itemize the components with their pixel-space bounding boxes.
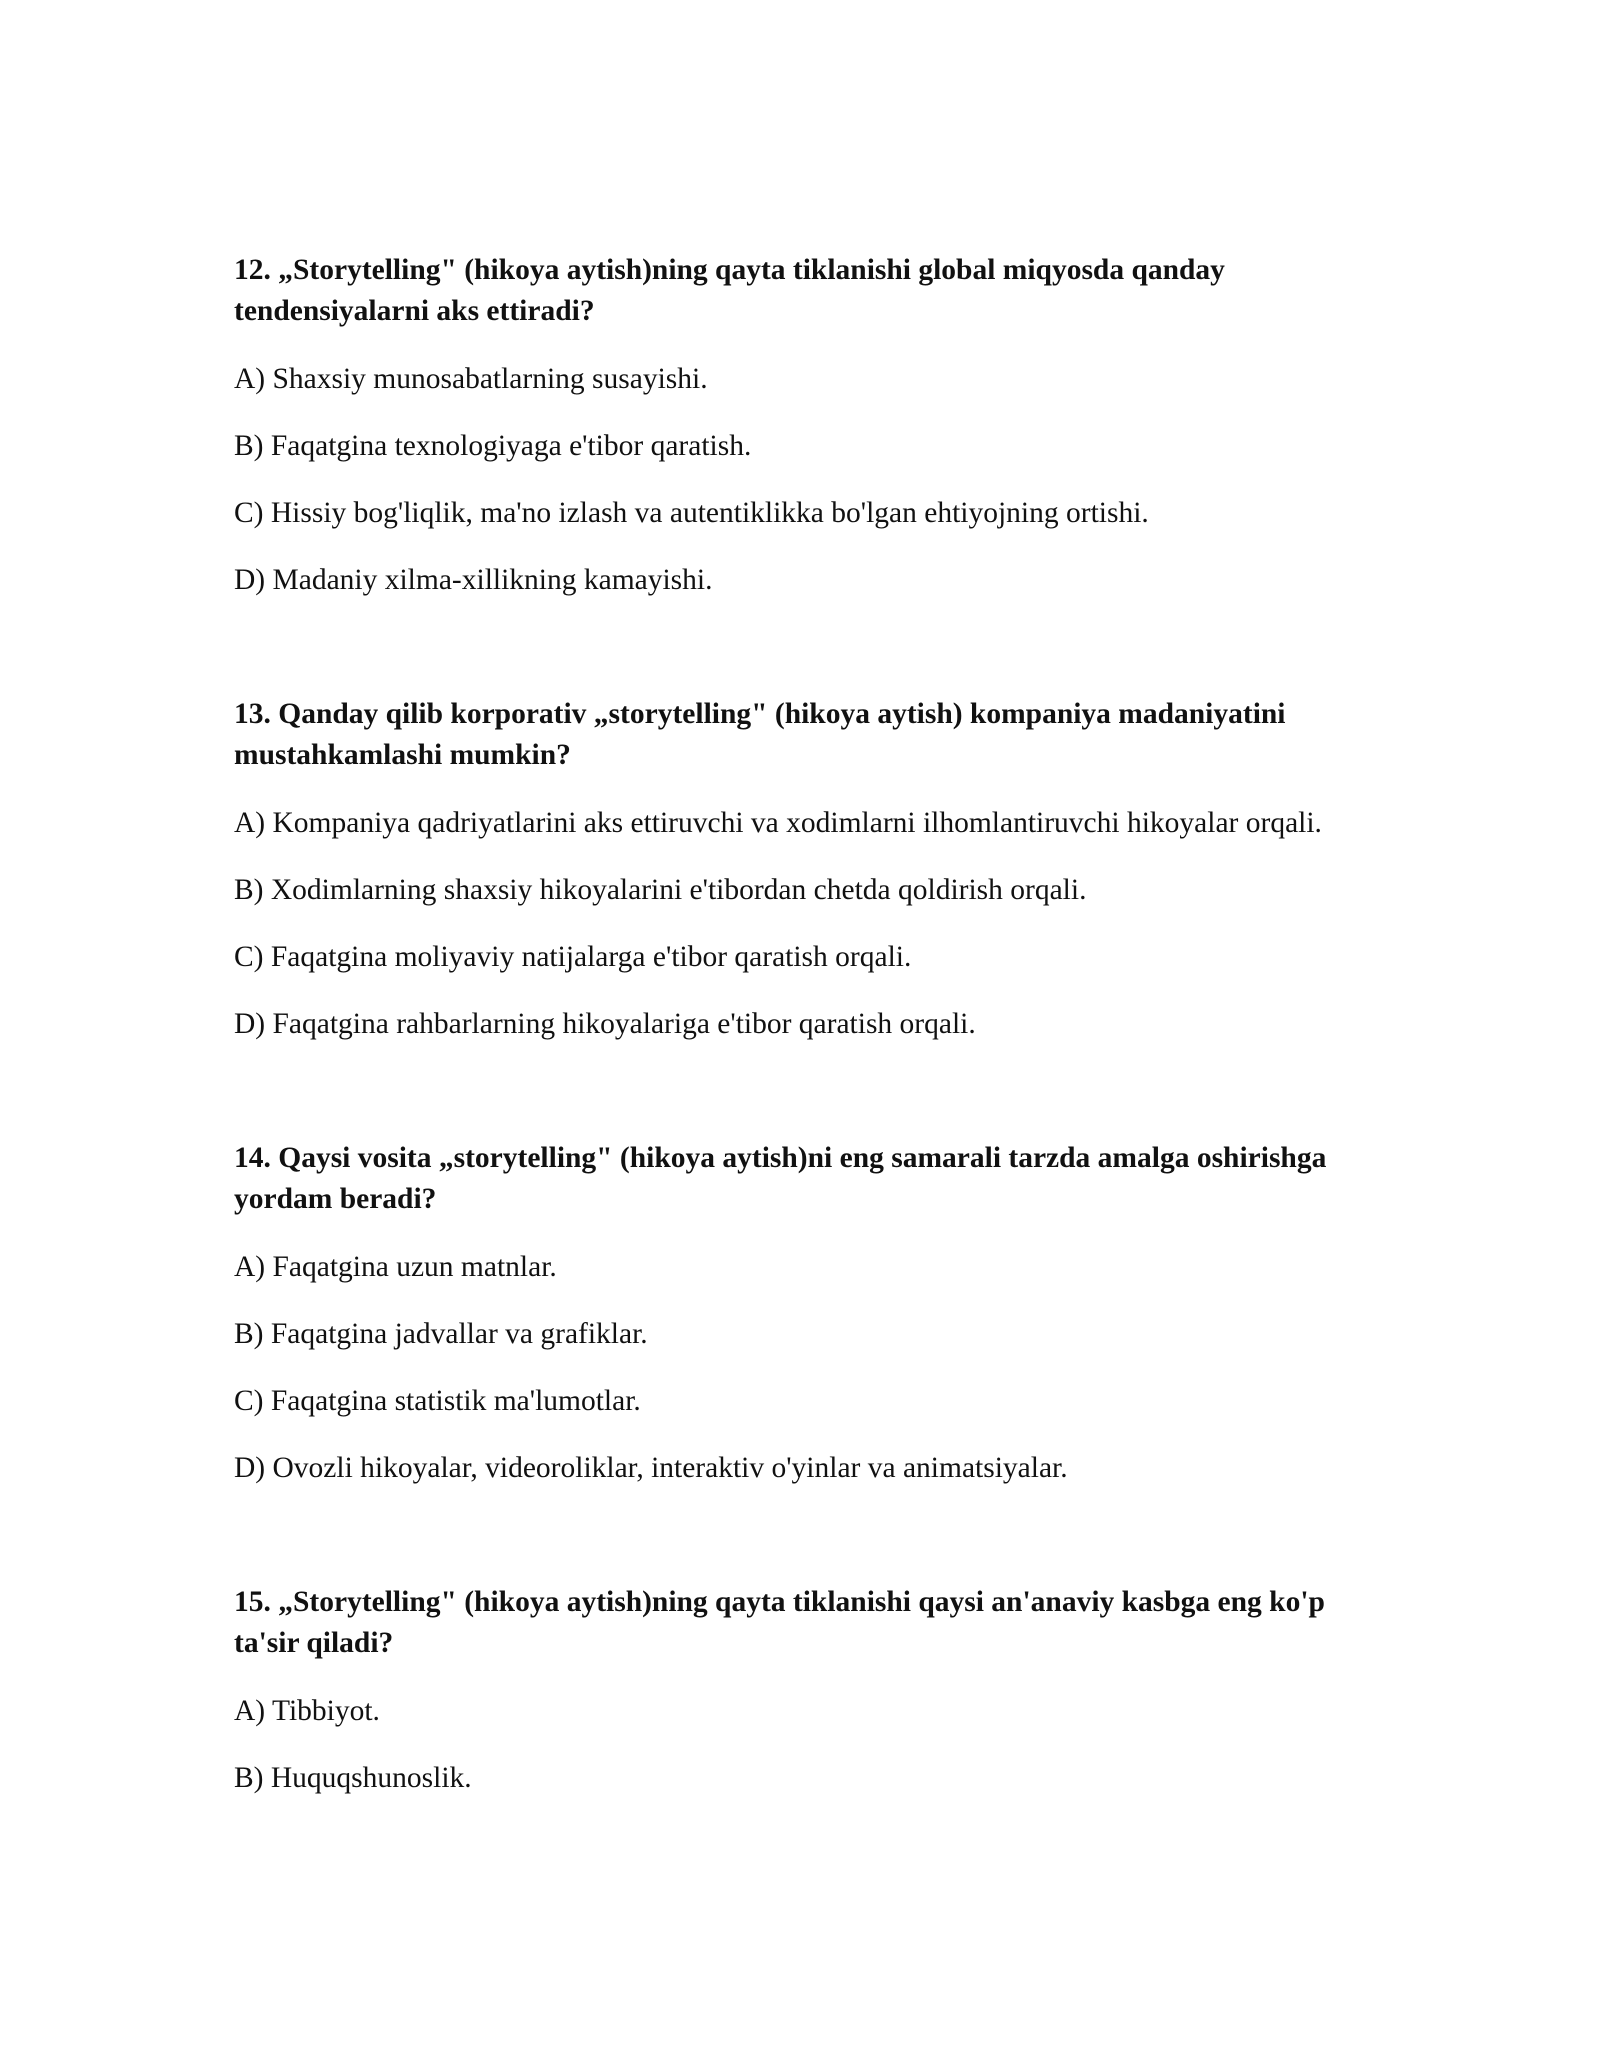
answer-option: B) Huquqshunoslik.: [234, 1762, 472, 1794]
answer-option: A) Faqatgina uzun matnlar.: [234, 1251, 557, 1283]
question-text: 14. Qaysi vosita „storytelling" (hikoya aytish)ni eng samarali tarzda amalga oshirishga yordam beradi?: [234, 1142, 1327, 1215]
answer-option: C) Hissiy bog'liqlik, ma'no izlash va autentiklikka bo'lgan ehtiyojning ortishi.: [234, 497, 1149, 529]
answer-option: C) Faqatgina moliyaviy natijalarga e'tibor qaratish orqali.: [234, 941, 912, 973]
question-text: 15. „Storytelling" (hikoya aytish)ning qayta tiklanishi qaysi an'anaviy kasbga eng ko'p ta'sir qiladi?: [234, 1586, 1325, 1659]
question-12: [234, 250, 1374, 601]
answer-option: D) Ovozli hikoyalar, videoroliklar, interaktiv o'yinlar va animatsiyalar.: [234, 1452, 1068, 1484]
answer-option: C) Faqatgina statistik ma'lumotlar.: [234, 1385, 641, 1417]
answer-option: A) Shaxsiy munosabatlarning susayishi.: [234, 363, 708, 395]
question-15: [234, 1582, 1374, 1799]
question-text: 13. Qanday qilib korporativ „storytelling" (hikoya aytish) kompaniya madaniyatini mustahkamlashi mumkin?: [234, 698, 1286, 771]
answer-option: D) Madaniy xilma-xillikning kamayishi.: [234, 564, 713, 596]
answer-option: A) Kompaniya qadriyatlarini aks ettiruvchi va xodimlarni ilhomlantiruvchi hikoyalar orqali.: [234, 807, 1322, 839]
answer-option: B) Xodimlarning shaxsiy hikoyalarini e'tibordan chetda qoldirish orqali.: [234, 874, 1087, 906]
answer-option: D) Faqatgina rahbarlarning hikoyalariga e'tibor qaratish orqali.: [234, 1008, 976, 1040]
answer-option: B) Faqatgina texnologiyaga e'tibor qaratish.: [234, 430, 752, 462]
question-text: 12. „Storytelling" (hikoya aytish)ning qayta tiklanishi global miqyosda qanday tendensiyalarni aks ettiradi?: [234, 254, 1225, 327]
answer-option: A) Tibbiyot.: [234, 1695, 380, 1727]
answer-option: B) Faqatgina jadvallar va grafiklar.: [234, 1318, 648, 1350]
question-13: [234, 694, 1374, 1045]
question-14: [234, 1138, 1374, 1489]
document-page: [234, 250, 1374, 1892]
